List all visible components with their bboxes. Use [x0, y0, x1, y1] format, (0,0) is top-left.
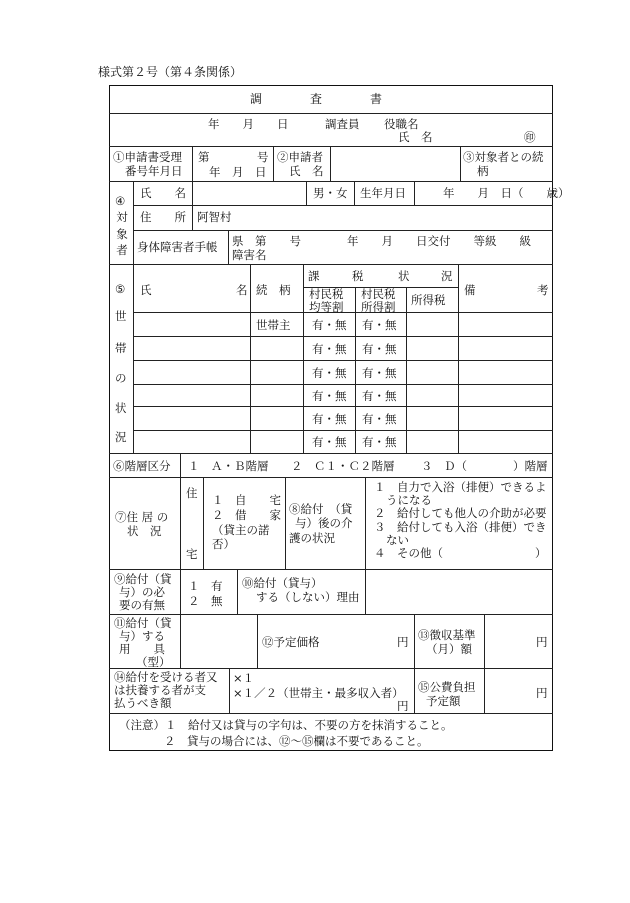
standard-label: ⑬徴収基準 （月）額	[418, 628, 476, 657]
necessity-option-1: １ 有	[188, 579, 223, 593]
row-4-village-income: 有・無	[362, 389, 397, 403]
col-village-equal: 村民税 均等割	[309, 287, 344, 314]
payment-calc-2: ×１／２（世帯主・最多収入者）	[233, 686, 404, 700]
handbook-line1: 県 第 号 年 月 日交付 等級 級	[232, 234, 531, 248]
row-1-relation: 世帯主	[256, 318, 291, 332]
price-label: ⑫予定価格	[262, 635, 320, 649]
necessity-reason: ⑩給付（貸与） する（しない）理由	[242, 576, 360, 605]
target-name-label: 氏 名	[140, 186, 186, 200]
care-option-1: １ 自力で入浴（排便）できるよ うになる ２ 給付しても他人の介助が必要 ３ 給付しても入浴（排便）でき ない ４ その他（ ）	[374, 480, 547, 561]
equipment-label: ⑪給付（貸 与）する 用 具 （型）	[114, 616, 172, 669]
row-1-village-income: 有・無	[362, 318, 397, 332]
payment-yen: 円	[397, 699, 409, 713]
target-birth-label: 生年月日	[360, 186, 406, 200]
tier-label: ⑥階層区分	[113, 459, 171, 473]
row-5-village-equal: 有・無	[312, 412, 347, 426]
receipt-number-prefix: 第	[198, 150, 210, 164]
col-income-tax: 所得税	[411, 293, 446, 307]
row-3-village-income: 有・無	[362, 366, 397, 380]
header-name: 氏 名	[398, 130, 433, 144]
handbook-label: 身体障害者手帳	[137, 240, 218, 254]
col-name-1: 氏	[140, 283, 152, 297]
care-label: ⑧給付 （貸 与）後の介 護の状況	[289, 502, 353, 545]
public-yen: 円	[536, 686, 548, 700]
necessity-label: ⑨給付（貸 与）の必 要の有無	[114, 572, 172, 613]
note-line-2: ２ 貸与の場合には、⑫～⑮欄は不要であること。	[164, 734, 429, 748]
necessity-option-2: ２ 無	[188, 594, 223, 608]
receipt-number-suffix: 号	[257, 150, 269, 164]
handbook-line2: 障害名	[232, 248, 267, 262]
household-label-4: 状	[115, 401, 127, 415]
header-position: 役職名	[384, 117, 419, 131]
col-tax-3: 状	[398, 269, 410, 283]
row-6-village-equal: 有・無	[312, 435, 347, 449]
form-title: 調 査 書	[250, 92, 383, 106]
receipt-label: ①申請書受理 番号年月日	[113, 150, 183, 179]
note-line-1: （注意）１ 給付又は貸与の字句は、不要の方を抹消すること。	[119, 718, 453, 732]
header-investigator: 調査員	[325, 117, 360, 131]
housing-option-1: １ 自 宅	[212, 493, 281, 507]
form-label: 様式第２号（第４条関係）	[98, 65, 243, 79]
housing-sub-top: 住	[186, 486, 198, 500]
housing-option-2-note: （貸主の諾 否）	[212, 523, 270, 552]
target-section-no: ④	[115, 194, 126, 208]
row-4-village-equal: 有・無	[312, 389, 347, 403]
target-address-label: 住 所	[140, 210, 186, 224]
row-1-village-equal: 有・無	[312, 318, 347, 332]
row-3-village-equal: 有・無	[312, 366, 347, 380]
col-tax-1: 課	[308, 269, 320, 283]
household-label-2: 帯	[115, 341, 127, 355]
target-birth-value: 年 月 日（ 歳）	[443, 186, 570, 200]
row-5-village-income: 有・無	[362, 412, 397, 426]
target-sex: 男・女	[313, 186, 348, 200]
household-label-5: 況	[115, 430, 127, 444]
col-remarks-2: 考	[537, 283, 549, 297]
seal-mark: ㊞	[524, 130, 536, 144]
housing-sub-bottom: 宅	[186, 547, 198, 561]
target-section-label: 対象者	[116, 210, 128, 258]
housing-label: ⑦住 居 の 状 況	[115, 510, 169, 539]
col-tax-4: 況	[441, 269, 453, 283]
payment-label: ⑭給付を受ける者又 は扶養する者が支 払うべき額	[114, 670, 218, 711]
tier-option-1: １ Ａ・Ｂ階層	[188, 459, 269, 473]
tier-option-3: ３ Ｄ（ ）階層	[421, 459, 548, 473]
public-label: ⑮公費負担 予定額	[418, 680, 476, 709]
tier-option-2: ２ Ｃ１・Ｃ２階層	[291, 459, 395, 473]
housing-option-2: ２ 借 家	[212, 508, 281, 522]
row-2-village-income: 有・無	[362, 342, 397, 356]
col-remarks-1: 備	[464, 283, 476, 297]
payment-calc-1: ×１	[233, 671, 255, 685]
target-address-value: 阿智村	[197, 210, 232, 224]
col-tax-2: 税	[352, 269, 364, 283]
household-label-1: 世	[115, 309, 127, 323]
relation-label: ③対象者との続 柄	[463, 150, 544, 179]
col-village-income: 村民税 所得割	[361, 287, 396, 314]
row-6-village-income: 有・無	[362, 435, 397, 449]
standard-yen: 円	[536, 635, 548, 649]
col-name-2: 名	[236, 283, 248, 297]
household-label-3: の	[115, 371, 127, 385]
receipt-date: 年 月 日	[209, 165, 267, 179]
row-2-village-equal: 有・無	[312, 342, 347, 356]
header-date: 年 月 日	[208, 117, 289, 131]
col-relation: 続 柄	[256, 283, 291, 297]
household-section-no: ⑤	[115, 282, 126, 296]
price-yen: 円	[397, 635, 409, 649]
applicant-label: ②申請者 氏 名	[277, 150, 324, 179]
